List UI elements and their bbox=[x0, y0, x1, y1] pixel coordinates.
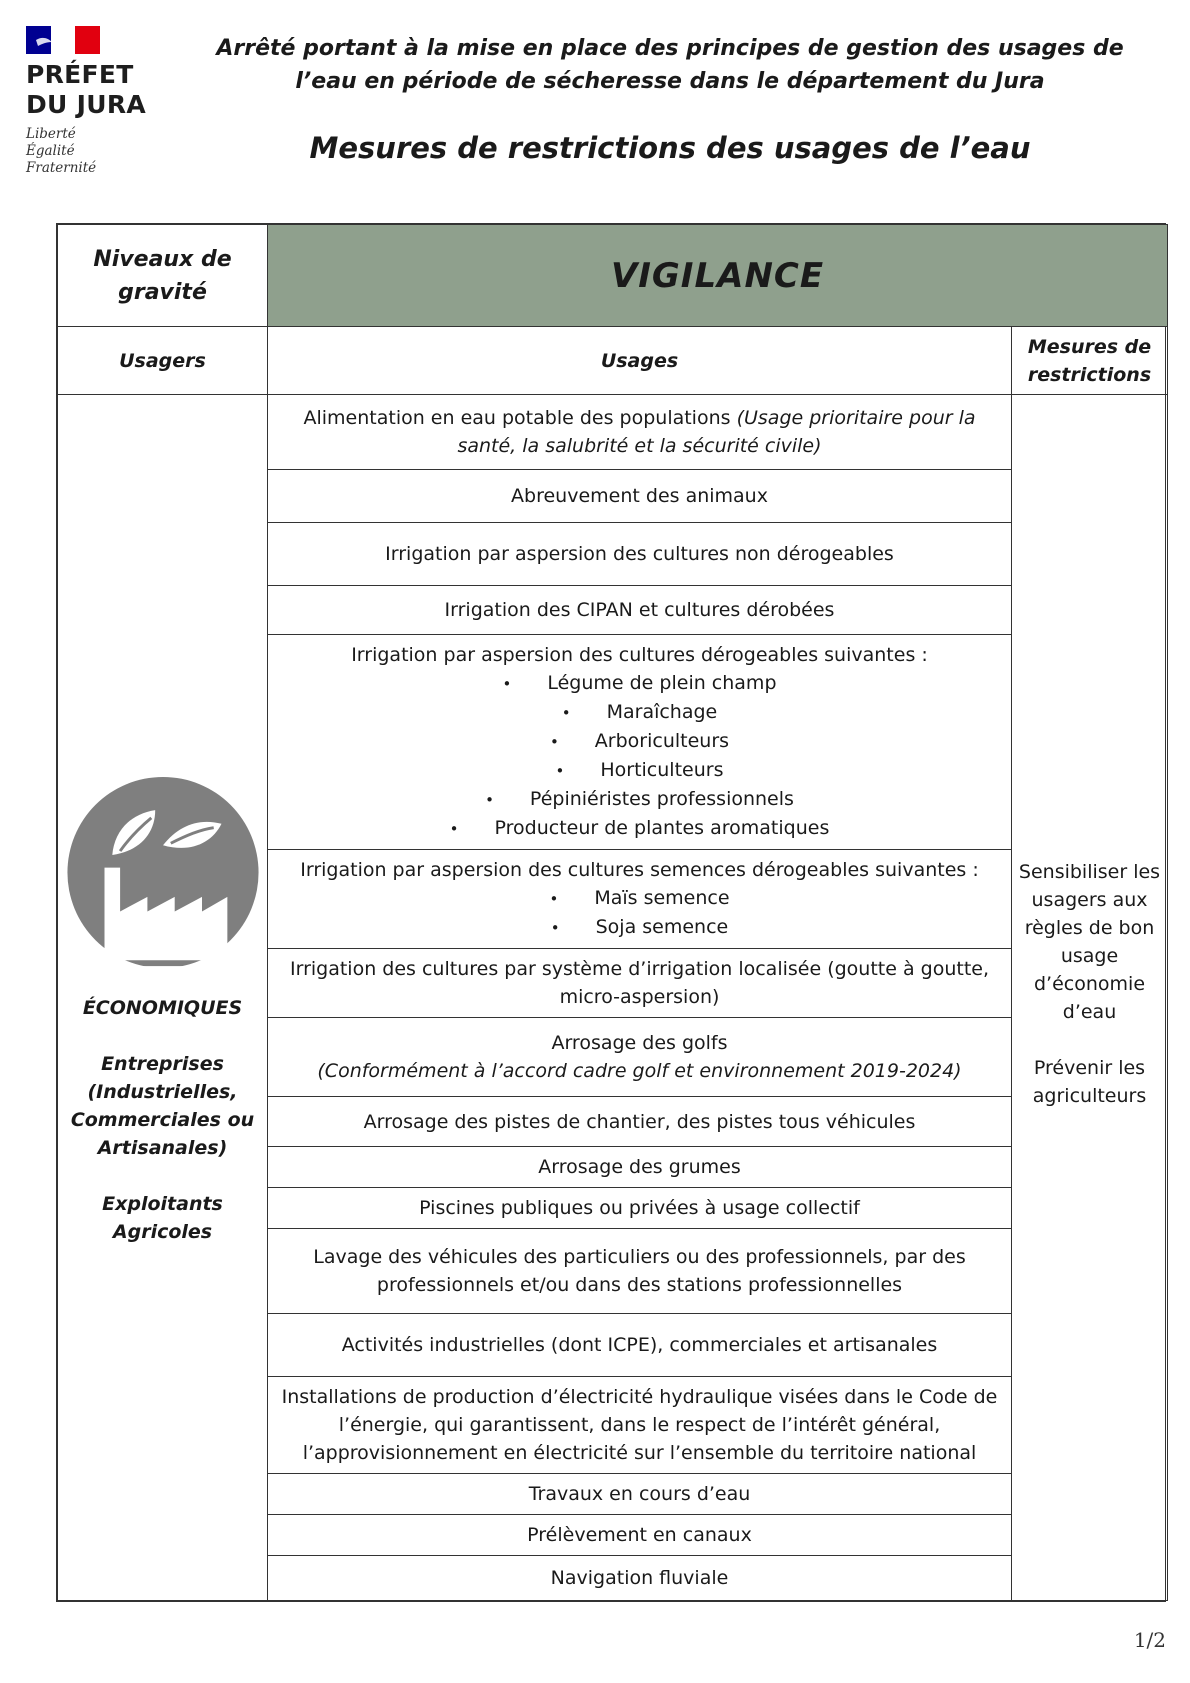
list-item: • Producteur de plantes aromatiques bbox=[276, 814, 1003, 843]
factory-leaves-icon bbox=[63, 775, 263, 970]
usage-cell: Arrosage des pistes de chantier, des pistes tous véhicules bbox=[268, 1097, 1012, 1147]
usage-cell: Irrigation par aspersion des cultures dérogeables suivantes : • Légume de plein champ • Maraîchage • Arboriculteurs • Horticulteurs • Pépiniéristes professionnels • Producteur de plantes aromatiques bbox=[268, 635, 1012, 850]
usage-cell: Irrigation des CIPAN et cultures dérobées bbox=[268, 586, 1012, 635]
level-label: Niveaux de gravité bbox=[58, 225, 268, 327]
restrictions-table bbox=[56, 223, 1166, 1602]
usage-cell: Irrigation des cultures par système d’irrigation localisée (goutte à goutte, micro-aspersion) bbox=[268, 949, 1012, 1018]
table-row bbox=[58, 225, 1168, 327]
list-item: • Maïs semence bbox=[276, 884, 1003, 913]
usage-cell: Navigation fluviale bbox=[268, 1556, 1012, 1601]
list-item: • Pépiniéristes professionnels bbox=[276, 785, 1003, 814]
mesure-sensibiliser: Sensibiliser les usagers aux règles de bon usage d’économie d’eau bbox=[1018, 860, 1161, 1023]
usage-cell: Arrosage des golfs (Conformément à l’accord cadre golf et environnement 2019-2024) bbox=[268, 1018, 1012, 1097]
usagers-cell bbox=[58, 395, 268, 1601]
logo-devise: Liberté Égalité Fraternité bbox=[26, 126, 97, 176]
list-item: • Arboriculteurs bbox=[276, 727, 1003, 756]
usager-entreprises: Entreprises (Industrielles, Commerciales ou Artisanales) bbox=[70, 1053, 255, 1159]
usage-cell: Abreuvement des animaux bbox=[268, 470, 1012, 523]
column-header-mesures: Mesures de restrictions bbox=[1012, 327, 1168, 395]
usage-cell: Activités industrielles (dont ICPE), commerciales et artisanales bbox=[268, 1314, 1012, 1377]
usage-cell: Irrigation par aspersion des cultures semences dérogeables suivantes : • Maïs semence • Soja semence bbox=[268, 850, 1012, 949]
bullet-list bbox=[276, 884, 1003, 942]
marianne-flag-icon bbox=[26, 26, 100, 54]
page-number: 1/2 bbox=[1133, 1628, 1166, 1652]
usage-cell: Prélèvement en canaux bbox=[268, 1515, 1012, 1556]
table-row bbox=[58, 395, 1168, 470]
usage-cell: Lavage des véhicules des particuliers ou des professionnels, par des professionnels et/ou dans des stations professionnelles bbox=[268, 1229, 1012, 1314]
usage-cell: Travaux en cours d’eau bbox=[268, 1474, 1012, 1515]
table-header-row bbox=[58, 327, 1168, 395]
list-item: • Maraîchage bbox=[276, 698, 1003, 727]
level-value: VIGILANCE bbox=[268, 225, 1168, 327]
usage-cell: Irrigation par aspersion des cultures non dérogeables bbox=[268, 523, 1012, 586]
list-item: • Légume de plein champ bbox=[276, 669, 1003, 698]
mesures-cell bbox=[1012, 395, 1168, 1601]
document-subtitle: Mesures de restrictions des usages de l’eau bbox=[309, 131, 1031, 165]
usage-cell: Installations de production d’électricité hydraulique visées dans le Code de l’énergie, qui garantissent, dans le respect de l’intérêt général, l’approvisionnement en électricité sur l’ensemble du territoire national bbox=[268, 1377, 1012, 1474]
mesure-prevenir: Prévenir les agriculteurs bbox=[1032, 1056, 1147, 1107]
list-item: • Soja semence bbox=[276, 913, 1003, 942]
usager-category: ÉCONOMIQUES bbox=[82, 997, 243, 1019]
usage-cell: Piscines publiques ou privées à usage collectif bbox=[268, 1188, 1012, 1229]
logo-text: PRÉFET DU JURA bbox=[26, 60, 147, 119]
column-header-usagers: Usagers bbox=[58, 327, 268, 395]
list-item: • Horticulteurs bbox=[276, 756, 1003, 785]
column-header-usages: Usages bbox=[268, 327, 1012, 395]
usage-cell: Alimentation en eau potable des populations (Usage prioritaire pour la santé, la salubrité et la sécurité civile) bbox=[268, 395, 1012, 470]
document-title: Arrêté portant à la mise en place des principes de gestion des usages de l’eau en période de sécheresse dans le département du Jura bbox=[216, 36, 1124, 94]
usager-exploitants: Exploitants Agricoles bbox=[102, 1193, 223, 1243]
prefecture-logo bbox=[26, 26, 156, 177]
usage-cell: Arrosage des grumes bbox=[268, 1147, 1012, 1188]
bullet-list bbox=[276, 669, 1003, 843]
